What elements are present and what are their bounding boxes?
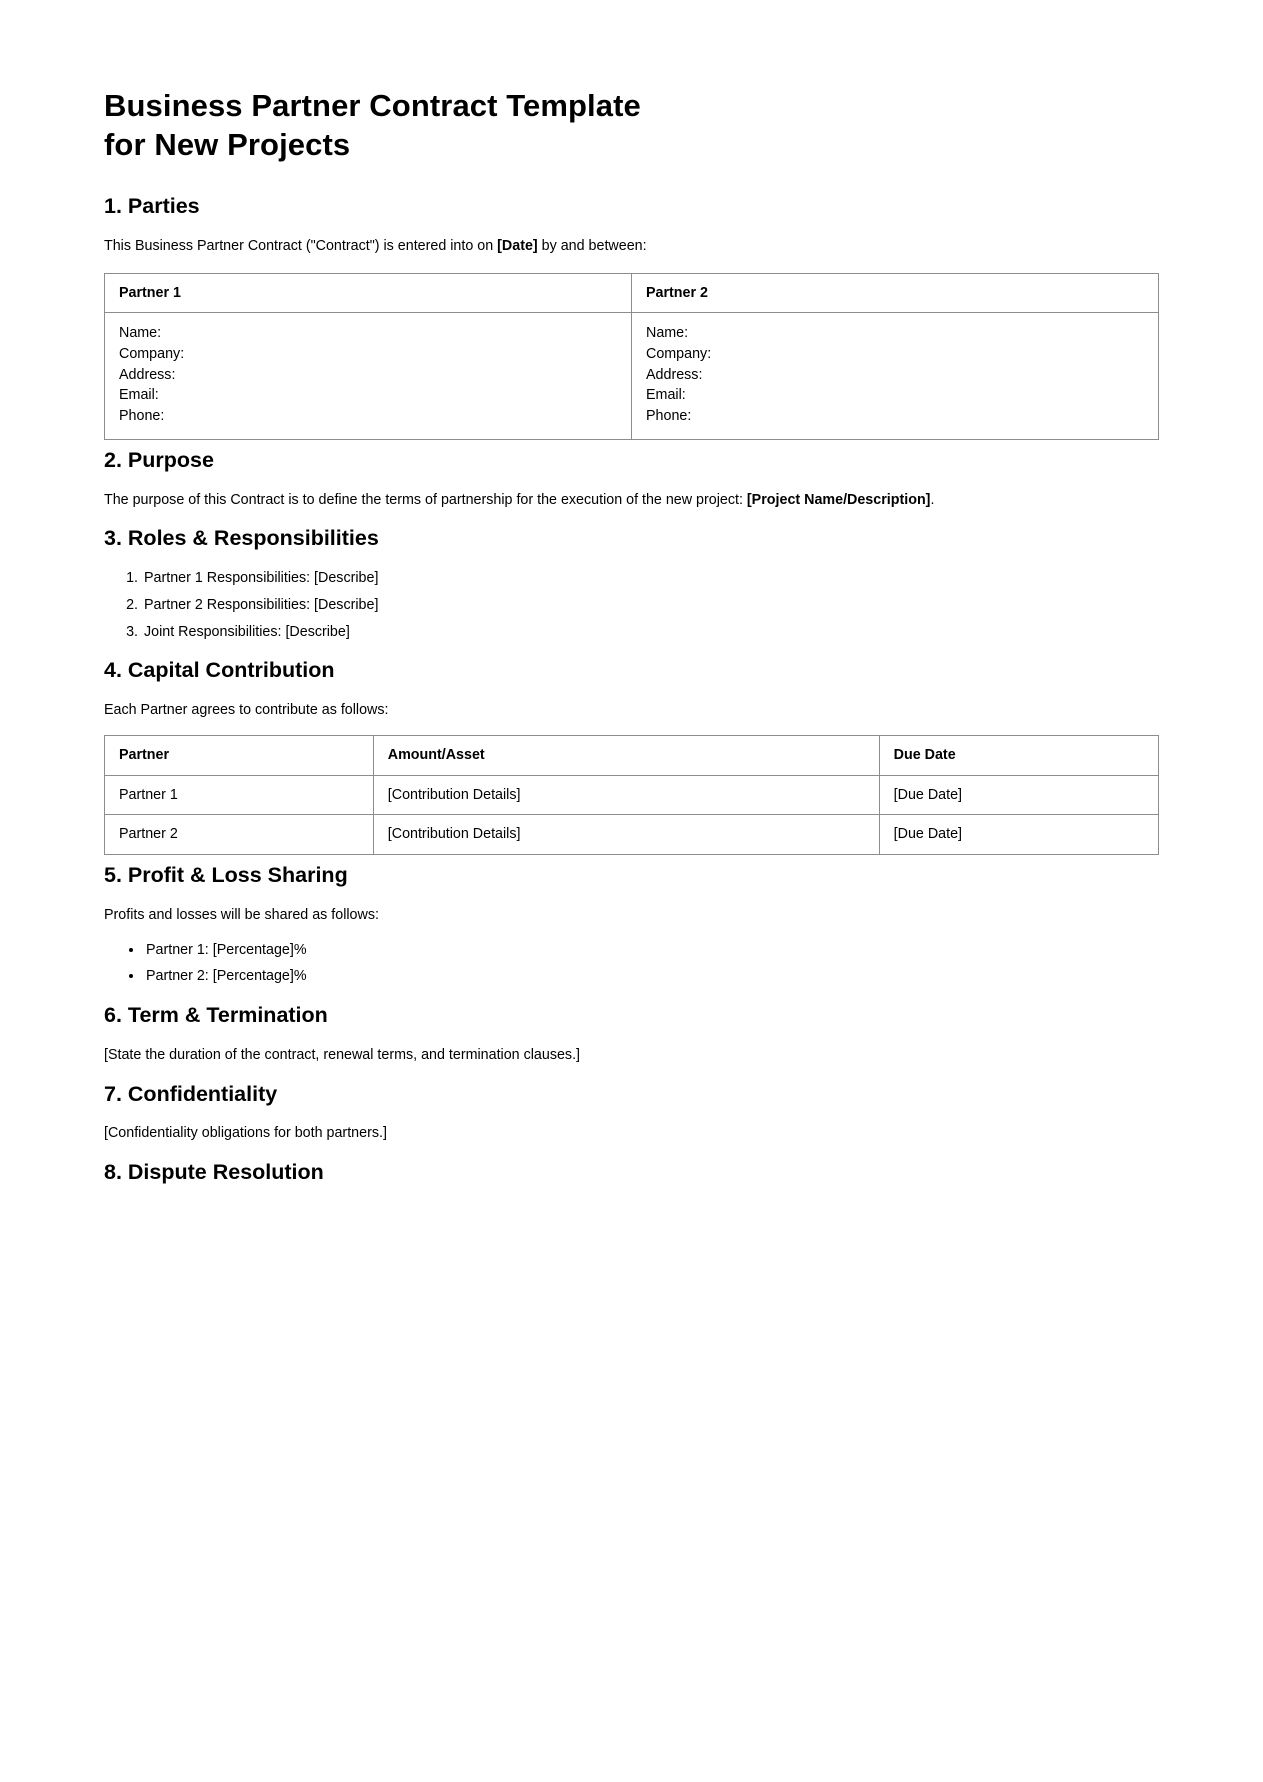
page-title-line-2: for New Projects: [104, 127, 351, 163]
field-label-company: Company:: [646, 346, 712, 363]
table-header-row: [105, 273, 1159, 313]
section-heading-profit-loss-sharing: 5. Profit & Loss Sharing: [104, 863, 348, 888]
capital-contribution-table: [104, 735, 1159, 855]
parties-intro-paragraph: [104, 236, 1159, 257]
contrib-cell-amount-asset: [Contribution Details]: [373, 775, 879, 815]
list-item: • Partner 2: [Percentage]%: [144, 966, 1159, 987]
field-label-email: Email:: [646, 387, 686, 404]
field-label-name: Name:: [646, 325, 689, 342]
list-item: • Partner 1: [Percentage]%: [144, 940, 1159, 961]
list-item: 1. Partner 1 Responsibilities: [Describe]: [142, 568, 1159, 589]
table-row: [105, 775, 1159, 815]
profit-loss-intro: Profits and losses will be shared as follows:: [104, 906, 379, 923]
section-term-termination: [104, 1003, 1159, 1066]
field-label-address: Address:: [646, 366, 703, 383]
term-termination-paragraph: [State the duration of the contract, renewal terms, and termination clauses.]: [104, 1046, 581, 1063]
field-label-phone: Phone:: [119, 408, 165, 425]
field-label-phone: Phone:: [646, 408, 692, 425]
table-row: [105, 815, 1159, 855]
contrib-cell-amount-asset: [Contribution Details]: [373, 815, 879, 855]
field-label-email: Email:: [119, 387, 159, 404]
capital-contribution-intro: Each Partner agrees to contribute as follows:: [104, 702, 389, 719]
section-parties: [104, 194, 1159, 440]
page-title: [104, 86, 1159, 164]
purpose-prefix: The purpose of this Contract is to define the terms of partnership for the execution of the new project:: [104, 491, 747, 508]
section-dispute-resolution: [104, 1160, 1159, 1186]
section-roles-responsibilities: [104, 526, 1159, 642]
table-row: [105, 313, 1159, 440]
section-confidentiality: [104, 1082, 1159, 1145]
roles-responsibilities-list: [104, 568, 1159, 642]
profit-loss-list: [104, 940, 1159, 987]
section-heading-roles-responsibilities: 3. Roles & Responsibilities: [104, 526, 379, 551]
section-capital-contribution: [104, 658, 1159, 855]
contrib-header-due-date: Due Date: [879, 735, 1158, 775]
confidentiality-paragraph: [Confidentiality obligations for both partners.]: [104, 1125, 387, 1142]
section-heading-parties: 1. Parties: [104, 194, 200, 219]
field-label-company: Company:: [119, 346, 185, 363]
parties-date-field: [Date]: [497, 237, 538, 254]
contrib-cell-due-date: [Due Date]: [879, 775, 1158, 815]
partner-1-fields-cell: [105, 313, 632, 440]
parties-table-header-partner-1: Partner 1: [105, 273, 632, 313]
field-label-name: Name:: [119, 325, 162, 342]
section-purpose: [104, 448, 1159, 511]
contrib-header-partner: Partner: [105, 735, 374, 775]
section-profit-loss-sharing: [104, 863, 1159, 987]
list-item: 2. Partner 2 Responsibilities: [Describe]: [142, 595, 1159, 616]
parties-intro-suffix: by and between:: [537, 237, 647, 254]
contrib-cell-due-date: [Due Date]: [879, 815, 1158, 855]
field-label-address: Address:: [119, 366, 176, 383]
section-heading-term-termination: 6. Term & Termination: [104, 1003, 328, 1028]
purpose-project-field: [Project Name/Description]: [746, 491, 931, 508]
section-heading-confidentiality: 7. Confidentiality: [104, 1081, 278, 1106]
contrib-cell-partner: Partner 1: [105, 775, 374, 815]
table-header-row: [105, 735, 1159, 775]
parties-intro-prefix: This Business Partner Contract ("Contract") is entered into on: [104, 237, 498, 254]
list-item: 3. Joint Responsibilities: [Describe]: [142, 622, 1159, 643]
partner-2-fields-cell: [632, 313, 1159, 440]
parties-table: [104, 273, 1159, 440]
contrib-cell-partner: Partner 2: [105, 815, 374, 855]
purpose-suffix: .: [930, 491, 935, 508]
purpose-paragraph: [104, 490, 1159, 511]
contrib-header-amount-asset: Amount/Asset: [373, 735, 879, 775]
section-heading-purpose: 2. Purpose: [104, 447, 214, 472]
page-title-line-1: Business Partner Contract Template: [104, 88, 641, 123]
section-heading-dispute-resolution: 8. Dispute Resolution: [104, 1160, 324, 1185]
section-heading-capital-contribution: 4. Capital Contribution: [104, 658, 335, 683]
parties-table-header-partner-2: Partner 2: [632, 273, 1159, 313]
